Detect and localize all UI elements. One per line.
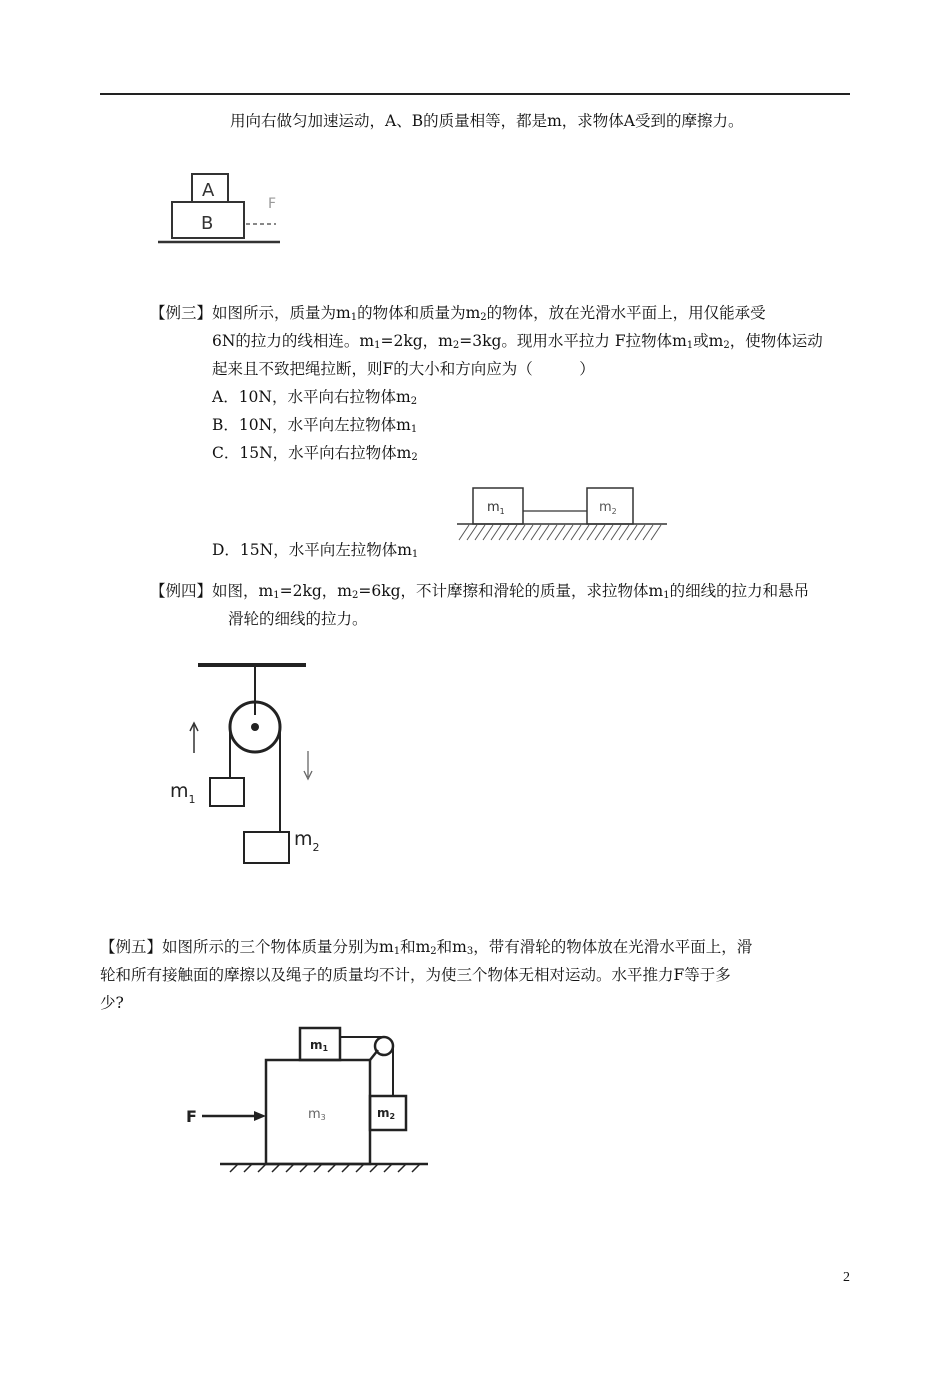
label-m2: $m_2$	[599, 500, 617, 516]
ex3-line2: 6N的拉力的线相连。$m_1=2kg$，$m_2=3kg$。现用水平拉力 F拉物体$m_1$或$m_2$，使物体运动	[212, 332, 823, 351]
ex3-line3: 起来且不致把绳拉断，则F的大小和方向应为（ ）	[212, 360, 595, 378]
header-rule	[100, 93, 850, 95]
label-f: F	[186, 1107, 197, 1126]
block-m1	[210, 778, 244, 806]
label-m2: $m_2$	[294, 828, 320, 854]
ex3-tag: 【例三】	[150, 304, 213, 322]
ex4-line1: 【例四】如图，$m_1=2kg$，$m_2=6kg$，不计摩擦和滑轮的质量，求拉物体$m_1$的细线的拉力和悬吊	[150, 582, 810, 601]
ex5-tag: 【例五】	[100, 938, 163, 956]
label-f: F	[268, 196, 277, 212]
ex5-line2: 轮和所有接触面的摩擦以及绳子的质量均不计，为使三个物体无相对运动。水平推力F等于多	[100, 966, 731, 984]
pulley-wheel	[375, 1037, 393, 1055]
ex3-option-d: D．15N，水平向左拉物体$m_1$	[212, 541, 419, 560]
ex5-line3: 少?	[100, 994, 124, 1012]
ex4-tag: 【例四】	[150, 582, 213, 600]
ex3-option-b: B．10N，水平向左拉物体$m_1$	[212, 416, 418, 435]
figure-ex5-cart	[180, 1020, 435, 1190]
ex4-line2: 滑轮的细线的拉力。	[228, 610, 368, 628]
label-a: A	[202, 180, 215, 201]
ex5-line1: 【例五】如图所示的三个物体质量分别为$m_1$和$m_2$和$m_3$，带有滑轮的物体放在光滑水平面上，滑	[100, 938, 753, 957]
intro-line: 用向右做匀加速运动，A、B的质量相等，都是m，求物体A受到的摩擦力。	[230, 112, 744, 130]
label-m1: m1	[310, 1038, 329, 1053]
label-b: B	[201, 213, 214, 234]
label-m2: m2	[377, 1106, 396, 1121]
label-m1: $m_1$	[487, 500, 505, 516]
figure-ex3	[455, 484, 670, 548]
label-m1: $m_1$	[170, 780, 196, 806]
figure-ex4-pulley	[160, 655, 340, 870]
ex3-line1: 【例三】如图所示，质量为$m_1$的物体和质量为$m_2$的物体，放在光滑水平面上，用仅能承受	[150, 304, 766, 323]
block-m2	[244, 832, 289, 863]
pulley-hub	[251, 723, 259, 731]
ex3-option-c: C．15N，水平向右拉物体$m_2$	[212, 444, 418, 463]
label-m3: m3	[308, 1107, 326, 1122]
ex3-option-a: A．10N，水平向右拉物体$m_2$	[212, 388, 418, 407]
page-number: 2	[843, 1270, 850, 1285]
figure-blocks-ab	[150, 160, 290, 250]
